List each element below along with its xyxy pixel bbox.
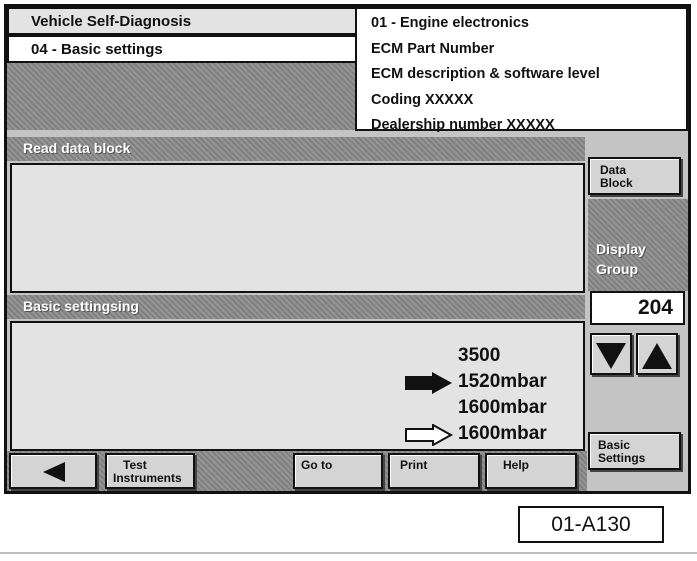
ecu-address: 01 - Engine electronics xyxy=(371,15,529,31)
test-label-1: Test xyxy=(123,458,147,472)
basic-settings-label: Basic settingsing xyxy=(7,295,585,319)
basic-settings-area xyxy=(10,321,585,451)
ecu-part-number: ECM Part Number xyxy=(371,40,495,57)
outline-arrow-icon xyxy=(404,424,454,446)
read-data-block-area xyxy=(10,163,585,293)
ecu-description: ECM description & software level xyxy=(371,66,600,83)
ecu-info-panel xyxy=(355,7,688,134)
data-block-label-1: Data xyxy=(600,163,627,177)
value-rpm: 3500 xyxy=(458,345,501,366)
ecu-coding: Coding XXXXX xyxy=(371,91,474,108)
display-group-label xyxy=(588,199,688,279)
display-group-label-2: Group xyxy=(596,261,638,277)
figure-id-label: 01-A130 xyxy=(518,506,664,543)
function-title: 04 - Basic settings xyxy=(7,35,357,63)
bottom-rule xyxy=(0,552,697,554)
help-button[interactable]: Help xyxy=(485,453,577,489)
display-group-number[interactable]: 204 xyxy=(590,291,685,325)
data-block-label-2: Block xyxy=(600,176,633,190)
triangle-up-icon xyxy=(638,335,676,373)
goto-button[interactable]: Go to xyxy=(293,453,383,489)
value-reference-pressure: 1600mbar xyxy=(458,423,547,444)
scroll-up-button[interactable] xyxy=(636,333,678,375)
title-band xyxy=(7,63,355,130)
display-group-label-1: Display xyxy=(596,241,646,257)
diagnosis-screen xyxy=(4,4,691,494)
triangle-down-icon xyxy=(592,335,630,373)
filled-arrow-icon xyxy=(404,372,454,394)
test-instruments-button[interactable] xyxy=(105,453,195,489)
data-block-button[interactable] xyxy=(588,157,681,195)
read-data-block-label: Read data block xyxy=(7,137,585,161)
scroll-down-button[interactable] xyxy=(590,333,632,375)
test-label-2: Instruments xyxy=(113,471,182,485)
back-button[interactable] xyxy=(9,453,97,489)
basic-settings-button-label-1: Basic xyxy=(598,438,631,452)
back-arrow-icon xyxy=(41,461,69,483)
value-actual-pressure: 1520mbar xyxy=(458,371,547,392)
print-button[interactable]: Print xyxy=(388,453,480,489)
value-specified-pressure: 1600mbar xyxy=(458,397,547,418)
dealership-number: Dealership number XXXXX xyxy=(371,117,555,134)
basic-settings-button-label-2: Settings xyxy=(598,451,646,465)
basic-settings-button[interactable] xyxy=(588,432,681,470)
app-title: Vehicle Self-Diagnosis xyxy=(7,7,357,35)
display-group-band xyxy=(588,199,688,291)
